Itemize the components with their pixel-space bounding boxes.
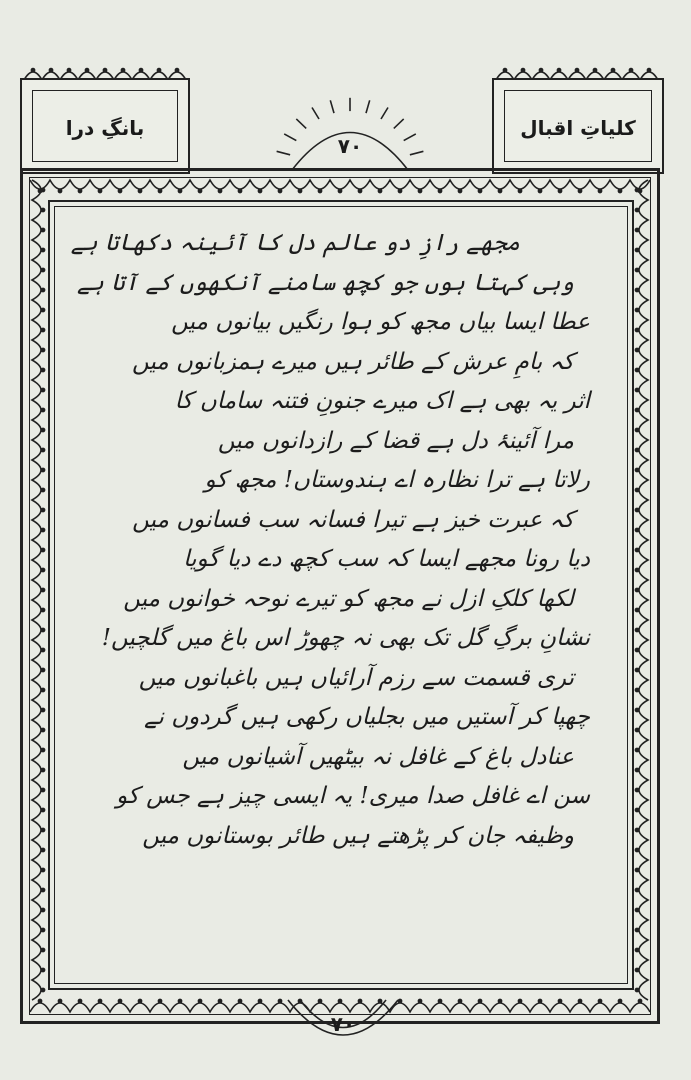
- footer-page-number-medallion: [288, 996, 398, 1056]
- verse-line: عطا ایسا بیاں مجھ کو ہوا رنگیں بیانوں میں: [171, 309, 590, 335]
- verse-line: لکھا کلکِ ازل نے مجھ کو تیرے نوحہ خوانوں میں: [123, 585, 574, 612]
- verse-line: عنادل باغ کے غافل نہ بیٹھیں آشیانوں میں: [182, 743, 574, 770]
- verse-line: کہ بامِ عرش کے طائر ہیں میرے ہمزبانوں میں: [131, 348, 574, 375]
- verse-line: دیا رونا مجھے ایسا کہ سب کچھ دے دیا گویا: [183, 546, 590, 572]
- verse-line: مجھے رازِ دو عالم دل کا آئینہ دکھاتا ہے: [70, 230, 520, 256]
- verse-line: اثر یہ بھی ہے اک میرے جنونِ فتنہ ساماں کا: [174, 388, 590, 414]
- page-number-bottom: ۷۰: [330, 1012, 356, 1036]
- verse-line: وہی کہتا ہوں جو کچھ سامنے آنکھوں کے آتا ہے: [76, 269, 574, 296]
- verse-line: مرا آئینۂ دل ہے قضا کے رازدانوں میں: [217, 427, 574, 454]
- verse-line: نشانِ برگِ گل تک بھی نہ چھوڑ اس باغ میں گلچیں!: [101, 625, 590, 651]
- section-title: بانگِ درا: [65, 116, 145, 140]
- verse-line: وظیفہ جان کر پڑھتے ہیں طائر بوستانوں میں: [142, 822, 574, 849]
- verse-line: تری قسمت سے رزم آرائیاں ہیں باغبانوں میں: [138, 664, 574, 691]
- page-number-top: ۷۰: [337, 134, 363, 158]
- verse-line: کہ عبرت خیز ہے تیرا فسانہ سب فسانوں میں: [132, 506, 574, 533]
- poem-body: [70, 230, 590, 864]
- book-title: کلیاتِ اقبال: [520, 116, 636, 140]
- verse-line: رلاتا ہے ترا نظارہ اے ہندوستاں! مجھ کو: [204, 467, 590, 493]
- header-book-title-box: [492, 78, 664, 174]
- verse-line: چھپا کر آستیں میں بجلیاں رکھی ہیں گردوں نے: [144, 704, 590, 730]
- header-section-title-box: [20, 78, 190, 174]
- verse-line: سن اے غافل صدا میری! یہ ایسی چیز ہے جس کو: [116, 783, 590, 809]
- header-page-number-medallion: [290, 108, 410, 172]
